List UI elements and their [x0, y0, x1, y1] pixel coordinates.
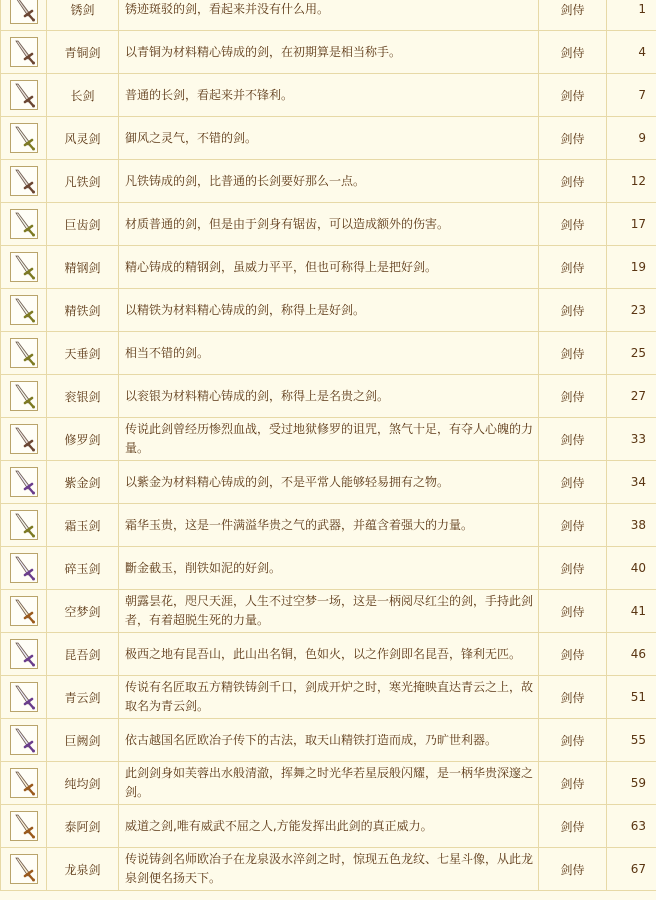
icon-cell	[1, 676, 47, 719]
item-level: 41	[607, 590, 656, 633]
item-name: 霜玉剑	[47, 504, 119, 547]
icon-cell	[1, 547, 47, 590]
item-description: 依古越国名匠欧冶子传下的古法，取天山精铁打造而成，乃旷世利器。	[119, 719, 539, 762]
item-level: 40	[607, 547, 656, 590]
item-class: 剑侍	[539, 504, 607, 547]
sword-icon	[10, 123, 38, 153]
item-level: 33	[607, 418, 656, 461]
item-level: 12	[607, 160, 656, 203]
item-class: 剑侍	[539, 74, 607, 117]
item-name: 锈剑	[47, 0, 119, 31]
item-name: 衮银剑	[47, 375, 119, 418]
item-class: 剑侍	[539, 375, 607, 418]
sword-icon	[10, 510, 38, 540]
icon-cell	[1, 805, 47, 848]
table-row	[1, 74, 656, 117]
item-class: 剑侍	[539, 633, 607, 676]
icon-cell	[1, 633, 47, 676]
item-description: 以精铁为材料精心铸成的剑，称得上是好剑。	[119, 289, 539, 332]
icon-cell	[1, 762, 47, 805]
sword-icon	[10, 639, 38, 669]
table-row	[1, 805, 656, 848]
sword-icon	[10, 338, 38, 368]
item-name: 青铜剑	[47, 31, 119, 74]
table-row	[1, 633, 656, 676]
sword-icon	[10, 0, 38, 24]
item-description: 斷金截玉，削铁如泥的好剑。	[119, 547, 539, 590]
icon-cell	[1, 203, 47, 246]
item-level: 46	[607, 633, 656, 676]
item-level: 17	[607, 203, 656, 246]
item-name: 青云剑	[47, 676, 119, 719]
item-level: 23	[607, 289, 656, 332]
item-class: 剑侍	[539, 332, 607, 375]
icon-cell	[1, 590, 47, 633]
sword-icon	[10, 381, 38, 411]
item-description: 此剑剑身如芙蓉出水般清澈，挥舞之时光华若星辰般闪耀，是一柄华贵深邃之剑。	[119, 762, 539, 805]
item-name: 精铁剑	[47, 289, 119, 332]
item-class: 剑侍	[539, 547, 607, 590]
table-row	[1, 160, 656, 203]
table-row	[1, 418, 656, 461]
item-description: 威道之剑,唯有威武不屈之人,方能发挥出此剑的真正威力。	[119, 805, 539, 848]
item-class: 剑侍	[539, 203, 607, 246]
item-level: 1	[607, 0, 656, 31]
icon-cell	[1, 848, 47, 891]
table-row	[1, 848, 656, 891]
item-class: 剑侍	[539, 418, 607, 461]
item-class: 剑侍	[539, 762, 607, 805]
sword-icon	[10, 854, 38, 884]
item-class: 剑侍	[539, 117, 607, 160]
item-name: 碎玉剑	[47, 547, 119, 590]
item-description: 传说铸剑名师欧冶子在龙泉汲水淬剑之时，惊现五色龙纹、七星斗像，从此龙泉剑便名扬天下。	[119, 848, 539, 891]
item-level: 4	[607, 31, 656, 74]
sword-icon	[10, 80, 38, 110]
sword-icon	[10, 811, 38, 841]
sword-icon	[10, 553, 38, 583]
sword-icon	[10, 424, 38, 454]
table-row	[1, 0, 656, 31]
item-description: 传说此剑曾经历惨烈血战，受过地狱修罗的诅咒，煞气十足，有夺人心魄的力量。	[119, 418, 539, 461]
item-class: 剑侍	[539, 590, 607, 633]
icon-cell	[1, 418, 47, 461]
sword-icon	[10, 596, 38, 626]
item-description: 极西之地有昆吾山，此山出名铜，色如火，以之作剑即名昆吾，锋利无匹。	[119, 633, 539, 676]
item-class: 剑侍	[539, 719, 607, 762]
item-class: 剑侍	[539, 289, 607, 332]
icon-cell	[1, 74, 47, 117]
sword-icon	[10, 252, 38, 282]
item-name: 精钢剑	[47, 246, 119, 289]
sword-icon	[10, 209, 38, 239]
sword-icon	[10, 768, 38, 798]
sword-icon	[10, 467, 38, 497]
item-class: 剑侍	[539, 0, 607, 31]
item-class: 剑侍	[539, 246, 607, 289]
item-level: 38	[607, 504, 656, 547]
sword-icon	[10, 682, 38, 712]
item-name: 昆吾剑	[47, 633, 119, 676]
item-description: 普通的长剑，看起来并不锋利。	[119, 74, 539, 117]
sword-icon	[10, 295, 38, 325]
item-description: 传说有名匠取五方精铁铸剑千口，剑成开炉之时，寒光掩映直达青云之上，故取名为青云剑。	[119, 676, 539, 719]
icon-cell	[1, 719, 47, 762]
item-name: 紫金剑	[47, 461, 119, 504]
icon-cell	[1, 246, 47, 289]
table-row	[1, 375, 656, 418]
table-row	[1, 676, 656, 719]
item-level: 55	[607, 719, 656, 762]
item-name: 凡铁剑	[47, 160, 119, 203]
item-description: 以衮银为材料精心铸成的剑，称得上是名贵之剑。	[119, 375, 539, 418]
item-class: 剑侍	[539, 805, 607, 848]
icon-cell	[1, 375, 47, 418]
item-description: 精心铸成的精钢剑，虽威力平平，但也可称得上是把好剑。	[119, 246, 539, 289]
sword-icon	[10, 37, 38, 67]
item-description: 以青铜为材料精心铸成的剑，在初期算是相当称手。	[119, 31, 539, 74]
item-class: 剑侍	[539, 461, 607, 504]
icon-cell	[1, 0, 47, 31]
table-row	[1, 332, 656, 375]
item-description: 相当不错的剑。	[119, 332, 539, 375]
item-class: 剑侍	[539, 31, 607, 74]
item-level: 67	[607, 848, 656, 891]
item-name: 空梦剑	[47, 590, 119, 633]
item-name: 风灵剑	[47, 117, 119, 160]
table-row	[1, 31, 656, 74]
item-name: 龙泉剑	[47, 848, 119, 891]
item-level: 7	[607, 74, 656, 117]
item-description: 锈迹斑驳的剑，看起来并没有什么用。	[119, 0, 539, 31]
table-row	[1, 246, 656, 289]
item-description: 朝露昙花，咫尺天涯，人生不过空梦一场，这是一柄阅尽红尘的剑，手持此剑者，有着超脱生死的力量。	[119, 590, 539, 633]
item-name: 修罗剑	[47, 418, 119, 461]
table-row	[1, 719, 656, 762]
item-level: 63	[607, 805, 656, 848]
table-row	[1, 504, 656, 547]
table-row	[1, 590, 656, 633]
table-row	[1, 117, 656, 160]
item-description: 以紫金为材料精心铸成的剑，不是平常人能够轻易拥有之物。	[119, 461, 539, 504]
icon-cell	[1, 332, 47, 375]
icon-cell	[1, 160, 47, 203]
table-row	[1, 547, 656, 590]
sword-icon	[10, 725, 38, 755]
icon-cell	[1, 461, 47, 504]
item-level: 9	[607, 117, 656, 160]
sword-icon	[10, 166, 38, 196]
item-level: 34	[607, 461, 656, 504]
item-level: 19	[607, 246, 656, 289]
table-row	[1, 762, 656, 805]
table-row	[1, 461, 656, 504]
item-class: 剑侍	[539, 848, 607, 891]
table-row	[1, 203, 656, 246]
item-description: 凡铁铸成的剑，比普通的长剑要好那么一点。	[119, 160, 539, 203]
item-name: 巨阙剑	[47, 719, 119, 762]
item-name: 纯均剑	[47, 762, 119, 805]
item-level: 25	[607, 332, 656, 375]
icon-cell	[1, 31, 47, 74]
item-description: 材质普通的剑，但是由于剑身有锯齿，可以造成额外的伤害。	[119, 203, 539, 246]
item-class: 剑侍	[539, 160, 607, 203]
item-name: 长剑	[47, 74, 119, 117]
item-level: 59	[607, 762, 656, 805]
item-description: 御风之灵气，不错的剑。	[119, 117, 539, 160]
item-level: 27	[607, 375, 656, 418]
item-level: 51	[607, 676, 656, 719]
item-class: 剑侍	[539, 676, 607, 719]
table-row	[1, 289, 656, 332]
item-name: 天垂剑	[47, 332, 119, 375]
icon-cell	[1, 289, 47, 332]
icon-cell	[1, 504, 47, 547]
item-name: 泰阿剑	[47, 805, 119, 848]
icon-cell	[1, 117, 47, 160]
item-name: 巨齿剑	[47, 203, 119, 246]
item-description: 霜华玉贵，这是一件满溢华贵之气的武器，并蕴含着强大的力量。	[119, 504, 539, 547]
